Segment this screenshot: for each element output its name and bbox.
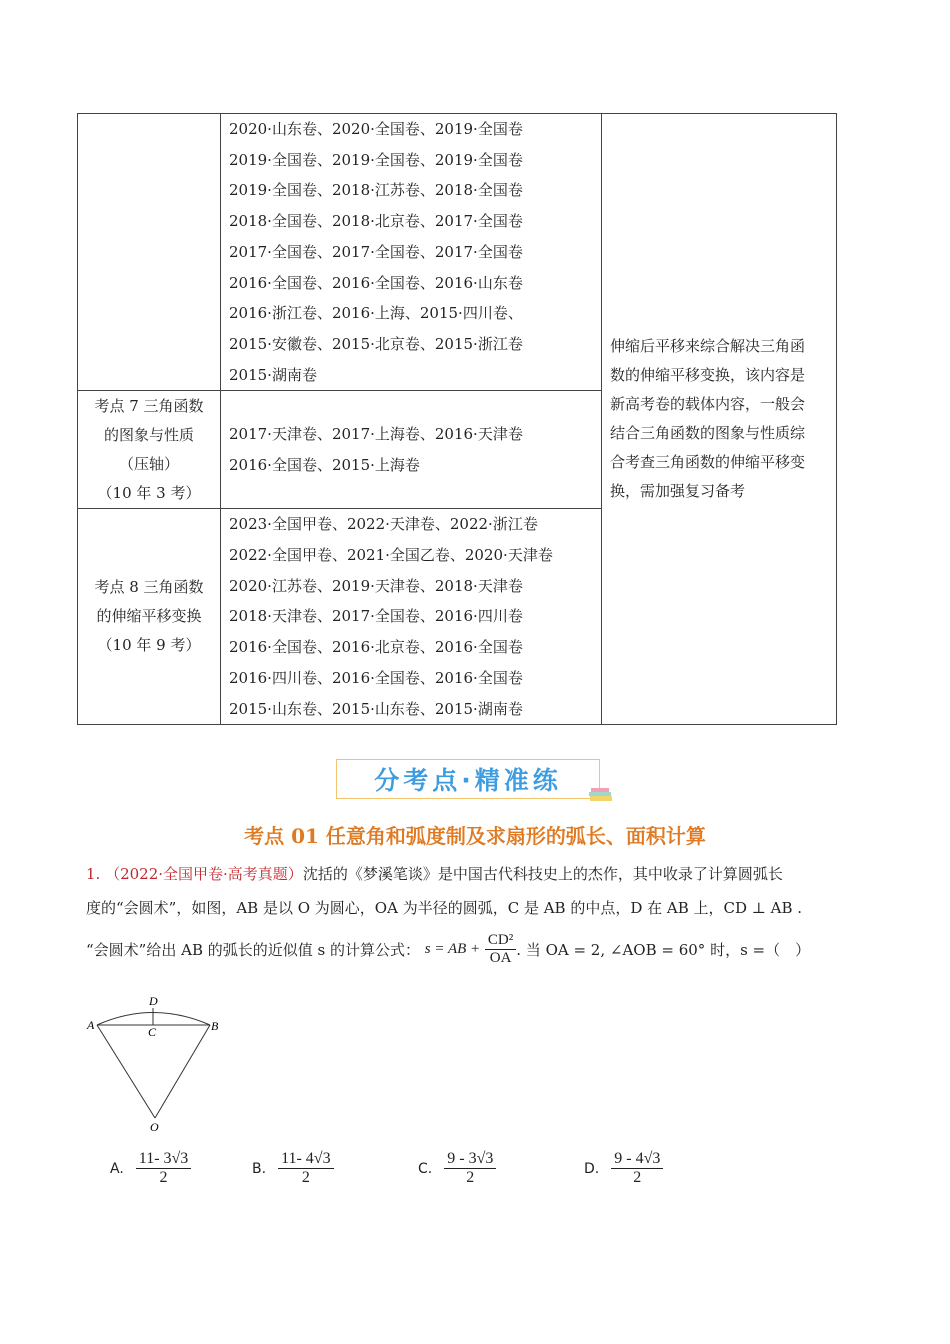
denominator: 2 <box>633 1169 642 1186</box>
numerator: 9 - 4√3 <box>611 1150 663 1169</box>
question-line-1 <box>86 863 783 884</box>
question-text: 沈括的《梦溪笔谈》是中国古代科技史上的杰作，其中收录了计算圆弧长 <box>302 865 783 883</box>
numerator: 9 - 3√3 <box>444 1150 496 1169</box>
option-label: D. <box>584 1160 600 1177</box>
question-line-2: 度的“会圆术”，如图，AB 是以 O 为圆心，OA 为半径的圆弧，C 是 AB 的中点，D 在 AB 上，CD ⊥ AB . <box>86 899 803 917</box>
answer-option-b[interactable] <box>252 1150 334 1187</box>
denominator: OA <box>489 950 512 966</box>
question-source: （2022·全国甲卷·高考真题） <box>105 865 303 883</box>
cell-line: 结合三角函数的图象与性质综 <box>610 424 806 443</box>
cell-line: 2019·全国卷、2018·江苏卷、2018·全国卷 <box>229 181 523 200</box>
cell-line: 数的伸缩平移变换，该内容是 <box>610 366 806 385</box>
table-row <box>78 114 837 391</box>
cell-line: 新高考卷的载体内容，一般会 <box>610 395 806 414</box>
question-number: 1. <box>86 865 101 883</box>
books-icon <box>588 784 614 804</box>
question-text: “会圆术”给出 AB 的弧长的近似值 s 的计算公式： <box>86 941 420 959</box>
option-fraction <box>611 1150 663 1187</box>
cell-line: 2016·浙江卷、2016·上海、2015·四川卷、 <box>229 304 523 323</box>
cell-line: 换，需加强复习备考 <box>610 482 746 501</box>
cell-line: 2017·全国卷、2017·全国卷、2017·全国卷 <box>229 242 523 261</box>
cell-line: 2020·江苏卷、2019·天津卷、2018·天津卷 <box>229 576 523 595</box>
cell-line: 2015·山东卷、2015·山东卷、2015·湖南卷 <box>229 699 523 718</box>
option-label: B. <box>252 1160 267 1177</box>
cell-line: 2022·全国甲卷、2021·全国乙卷、2020·天津卷 <box>229 546 553 565</box>
label-c: C <box>148 1025 157 1039</box>
cell-line: 的图象与性质 <box>103 425 194 444</box>
numerator: 11- 3√3 <box>136 1150 192 1169</box>
analysis-cell <box>602 114 837 725</box>
cell-line: 2023·全国甲卷、2022·天津卷、2022·浙江卷 <box>229 515 538 534</box>
numerator: CD² <box>485 932 516 950</box>
section-title: 考点 01 任意角和弧度制及求扇形的弧长、面积计算 <box>244 824 706 848</box>
option-label: C. <box>418 1160 433 1177</box>
formula: s = AB + <box>424 941 481 957</box>
topic-cell <box>78 391 221 509</box>
cell-line: 2017·天津卷、2017·上海卷、2016·天津卷 <box>229 425 523 444</box>
cell-line: 的伸缩平移变换 <box>96 607 202 626</box>
answer-option-c[interactable] <box>418 1150 496 1187</box>
label-a: A <box>87 1018 95 1032</box>
exams-cell <box>221 509 602 725</box>
label-d: D <box>149 994 158 1008</box>
denominator: 2 <box>301 1169 310 1186</box>
topic-cell <box>78 509 221 725</box>
topic-cell <box>78 114 221 391</box>
cell-line: 2015·湖南卷 <box>229 365 317 384</box>
option-fraction <box>136 1150 192 1187</box>
cell-line: 2020·山东卷、2020·全国卷、2019·全国卷 <box>229 120 523 138</box>
option-fraction <box>278 1150 334 1187</box>
cell-line: 2016·四川卷、2016·全国卷、2016·全国卷 <box>229 668 523 687</box>
exams-cell <box>221 391 602 509</box>
question-text: . 当 OA = 2, ∠AOB = 60° 时，s =（ ） <box>516 941 811 959</box>
cell-line: 2016·全国卷、2016·全国卷、2016·山东卷 <box>229 273 523 292</box>
cell-line: 2016·全国卷、2016·北京卷、2016·全国卷 <box>229 638 523 657</box>
question-line-3 <box>86 932 810 967</box>
cell-line: 考点 8 三角函数 <box>94 578 204 597</box>
denominator: 2 <box>159 1169 168 1186</box>
answer-option-a[interactable] <box>110 1150 191 1187</box>
cell-line: 2015·安徽卷、2015·北京卷、2015·浙江卷 <box>229 334 523 353</box>
exams-cell <box>221 114 602 391</box>
denominator: 2 <box>466 1169 475 1186</box>
sector-figure <box>80 990 230 1140</box>
section-banner: 分考点·精准练 <box>336 759 600 799</box>
cell-line: （10 年 9 考） <box>97 636 201 655</box>
exam-stats-table <box>77 113 837 725</box>
cell-line: 考点 7 三角函数 <box>94 396 204 415</box>
cell-line: 2016·全国卷、2015·上海卷 <box>229 455 420 474</box>
numerator: 11- 4√3 <box>278 1150 334 1169</box>
cell-line: （压轴） <box>118 454 179 473</box>
cell-line: 2018·天津卷、2017·全国卷、2016·四川卷 <box>229 607 523 626</box>
option-fraction <box>444 1150 496 1187</box>
cell-line: 合考查三角函数的伸缩平移变 <box>610 453 806 472</box>
label-b: B <box>211 1019 219 1033</box>
cell-line: 伸缩后平移来综合解决三角函 <box>610 337 806 356</box>
cell-line: 2019·全国卷、2019·全国卷、2019·全国卷 <box>229 150 523 169</box>
answer-option-d[interactable] <box>584 1150 663 1187</box>
cell-line: 2018·全国卷、2018·北京卷、2017·全国卷 <box>229 212 523 231</box>
option-label: A. <box>110 1160 124 1177</box>
formula-fraction <box>485 932 516 967</box>
label-o: O <box>150 1120 159 1134</box>
cell-line: （10 年 3 考） <box>97 483 201 502</box>
